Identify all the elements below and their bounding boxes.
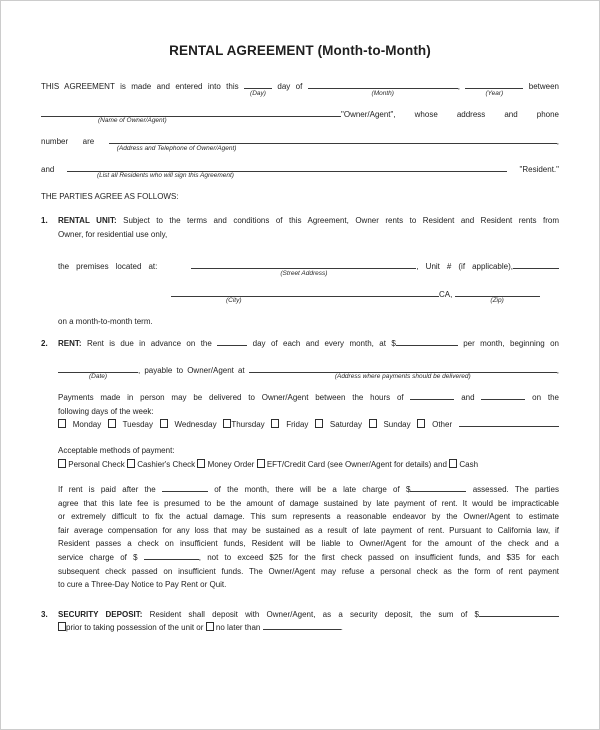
payment-address-field[interactable] [249,364,557,381]
term-line [58,315,559,329]
section-number: 3. [41,609,48,619]
checkbox-prior-to-possession[interactable] [58,622,66,631]
owner-name-field[interactable] [41,108,341,125]
intro-text-6: and [41,164,55,174]
label-monday: Monday [72,420,102,430]
weekday-checkbox-line [58,418,559,432]
body-text: Acceptable methods of payment: [58,445,175,455]
city-state-zip-line [171,288,559,305]
body-text: payable to Owner/Agent at [144,365,245,375]
unit-number-field[interactable] [513,260,559,269]
label-eft-credit-card: EFT/Credit Card (see Owner/Agent for details) and [266,459,447,469]
body-text: not to exceed $25 for the first check passed on insufficient funds, and $35 for each [207,553,560,563]
nsf-charge-field[interactable] [144,551,201,563]
field-caption: (City) [226,297,242,305]
checkbox-money-order[interactable] [197,459,205,468]
body-text: Resident passes a check on insufficient funds, Resident will be liable to Owner/Agent for the amount of the check and a [58,539,559,549]
hours-to-field[interactable] [481,391,525,400]
label-sunday: Sunday [383,420,411,430]
field-caption: (Address where payments should be delivered) [334,373,471,381]
label-saturday: Saturday [329,420,362,430]
label-cash: Cash [459,459,479,469]
late-charge-line-1 [58,483,559,497]
rental-unit-line-1 [58,214,559,228]
rent-line-2 [58,364,559,381]
body-text: subsequent check passed on insufficient funds. The Owner/Agent may refuse a personal check as the form of rent payment [58,566,559,576]
checkbox-friday[interactable] [271,419,279,428]
comma: , [198,553,201,563]
label-cashiers-check: Cashier's Check [137,459,196,469]
body-text: agree that this late fee is presumed to be the amount of damage sustained by late payment of rent. It would be impracticable [58,498,559,508]
late-after-day-field[interactable] [162,483,208,492]
body-text: of the month, there will be a late charge of $ [214,485,411,495]
body-text: following days of the week: [58,406,154,416]
body-text: Payments made in person may be delivered to Owner/Agent between the hours of [58,393,404,403]
section-2-rent [41,337,559,592]
body-text: If rent is paid after the [58,485,156,495]
label-thursday: Thursday [231,420,265,430]
checkbox-cash[interactable] [449,459,457,468]
body-text: to cure a Three-Day Notice to Pay Rent or Quit. [58,580,227,590]
checkbox-wednesday[interactable] [160,419,168,428]
checkbox-other[interactable] [417,419,425,428]
label-money-order: Money Order [207,459,255,469]
month-field[interactable] [308,80,458,97]
payment-methods-checkbox-line [58,458,559,472]
late-charge-paragraph [58,483,559,592]
payments-line-1 [58,391,559,405]
parties-heading: THE PARTIES AGREE AS FOLLOWS: [41,192,179,202]
field-caption: (List all Residents who will sign this Agreement) [96,172,234,180]
hours-from-field[interactable] [410,391,454,400]
late-charge-line-5 [58,537,559,551]
section-heading-security-deposit: SECURITY DEPOSIT: [58,609,143,619]
security-deposit-amount-field[interactable] [479,608,559,617]
intro-text-1: THIS AGREEMENT is made and entered into this [41,82,239,91]
comma: , [138,365,141,375]
body-text: Unit # (if applicable), [425,262,513,272]
body-text: on a month-to-month term. [58,317,153,327]
field-caption: (Name of Owner/Agent) [98,117,167,125]
section-heading-rent: RENT: [58,338,82,348]
intro-line-1 [41,80,559,97]
body-text: on the [532,393,559,403]
field-caption: (Year) [485,89,504,97]
spacer [164,268,184,269]
deposit-deadline-field[interactable] [263,621,343,633]
intro-text-3: between [528,82,559,91]
day-field[interactable] [244,80,272,97]
label-other: Other [432,420,453,430]
late-charge-line-3 [58,510,559,524]
body-text: day of each and every month, at $ [252,338,396,348]
payments-line-2 [58,405,559,419]
body-text: Resident shall deposit with Owner/Agent, as a security deposit, the sum of $ [149,609,479,619]
comma: , [457,82,460,91]
intro-line-3 [41,135,559,152]
acceptable-methods-heading [58,444,559,458]
intro-line-2 [41,108,559,125]
checkbox-no-later-than[interactable] [206,622,214,631]
rent-amount-field[interactable] [396,337,458,346]
field-caption: (Date) [88,373,108,381]
label-no-later-than: no later than [215,623,261,633]
intro-text-5: number are [41,137,95,147]
city-field[interactable] [171,288,439,305]
body-text: Rent is due in advance on the [86,338,212,348]
premises-line [58,260,559,277]
checkbox-eft-credit-card[interactable] [257,459,265,468]
late-charge-line-8 [58,578,559,592]
checkbox-sunday[interactable] [369,419,377,428]
body-text: and [461,393,475,403]
late-charge-line-6 [58,551,559,565]
label-wednesday: Wednesday [174,420,217,430]
section-1-rental-unit [41,214,559,329]
zip-field[interactable] [455,288,540,305]
label-prior-to-possession: prior to taking possession of the unit or [66,623,204,633]
section-number: 2. [41,338,48,348]
section-number: 1. [41,215,48,225]
start-date-field[interactable] [58,364,141,381]
year-field[interactable] [465,80,523,97]
label-friday: Friday [286,420,309,430]
body-text: assessed. The parties [472,485,559,495]
field-caption: (Day) [250,89,266,97]
field-caption: (Zip) [490,297,504,305]
intro-text-4: "Owner/Agent", whose address and phone [341,109,559,119]
checkbox-personal-check[interactable] [58,459,66,468]
section-3-security-deposit [41,608,559,635]
field-caption: (Month) [371,89,394,97]
field-caption: (Street Address) [280,269,328,277]
late-charge-line-2 [58,497,559,511]
body-text: Owner, for residential use only, [58,229,168,239]
security-deposit-line-2 [58,621,559,635]
document-title: RENTAL AGREEMENT (Month-to-Month) [169,43,431,58]
section-heading-rental-unit: RENTAL UNIT: [58,215,117,225]
comma: , [556,365,559,375]
comma: , [416,262,419,272]
checkbox-monday[interactable] [58,419,66,428]
owner-address-phone-field[interactable] [109,135,559,152]
label-personal-check: Personal Check [68,459,125,469]
body-text: or extremely difficult to fix the actual damage. This sum represents a reasonable endeavor by the Owner/Agent to estimate [58,512,559,522]
checkbox-cashiers-check[interactable] [127,459,135,468]
body-text: the premises located at: [58,262,158,272]
other-days-field[interactable] [459,418,559,427]
street-address-field[interactable] [191,260,419,277]
late-charge-field[interactable] [410,483,466,492]
label-tuesday: Tuesday [122,420,153,430]
checkbox-tuesday[interactable] [108,419,116,428]
rent-due-day-field[interactable] [217,337,247,346]
late-charge-line-7 [58,565,559,579]
intro-text-2: day of [277,82,303,91]
comma: , [556,137,559,147]
intro-line-4 [41,163,559,180]
security-deposit-line-1 [58,608,559,622]
body-text: fair average compensation for any loss that may be sustained as a result of late payment of rent. Pursuant to California law, if [58,525,559,535]
checkbox-saturday[interactable] [315,419,323,428]
intro-text-7: "Resident." [519,164,559,174]
body-text: Subject to the terms and conditions of this Agreement, Owner rents to Resident and Resident rents from [123,215,559,225]
body-text: CA, [439,289,453,299]
period: . [340,623,343,633]
residents-field[interactable] [67,163,507,180]
rental-unit-line-2 [58,228,559,242]
late-charge-line-4 [58,524,559,538]
body-text: per month, beginning on [463,338,560,348]
rent-line-1 [58,337,559,351]
body-text: service charge of $ [58,553,138,563]
field-caption: (Address and Telephone of Owner/Agent) [116,144,237,152]
